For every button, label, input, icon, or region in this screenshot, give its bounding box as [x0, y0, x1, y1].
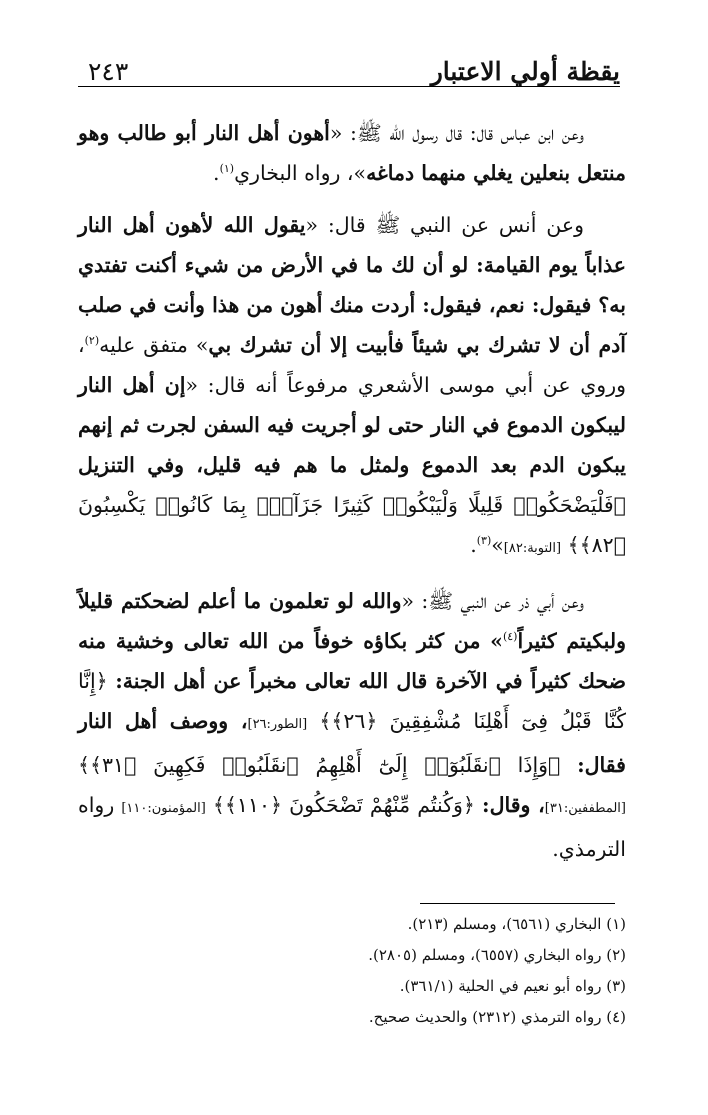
- main-text: [78, 113, 626, 881]
- text: وعن ابن عباس قال: قال رسول الله ﷺ: «: [329, 121, 584, 145]
- footnote-3: (٣) رواه أبو نعيم في الحلية (٣٦١/١).: [399, 977, 626, 995]
- footnote-rule: [420, 903, 615, 904]
- paragraph-1: [78, 113, 626, 193]
- header-rule: [78, 86, 620, 87]
- text: »: [491, 533, 504, 557]
- footnote-1: (١) البخاري (٦٥٦١)، ومسلم (٢١٣).: [407, 915, 626, 933]
- footnote-4: (٤) رواه الترمذي (٢٣١٢) والحديث صحيح.: [368, 1008, 626, 1026]
- footnote-ref-1: (١): [219, 162, 235, 176]
- verse-reference: [الطور:٢٦]: [247, 717, 308, 732]
- quran-verse: ﴿وَإِذَا ٱنقَلَبُوٓا۟ إِلَىٰٓ أَهْلِهِمُ ٱنقَلَبُوا۟ فَكِهِينَ ﴿٣١﴾﴾: [78, 753, 561, 777]
- paragraph-2: [78, 205, 626, 569]
- verse-reference: [المطففين:٣١]: [544, 801, 626, 816]
- quran-verse: ﴿إِنَّا كُنَّا قَبْلُ فِىٓ أَهْلِنَا مُشْفِقِينَ ﴿٢٦﴾﴾: [78, 669, 626, 733]
- text: ، ووصف أهل النار فقال:: [78, 709, 626, 777]
- hadith-text: إن أهل النار ليبكون الدموع في النار حتى لو أجريت فيه السفن لجرت ثم إنهم يبكون الدم بعد الدموع ولمثل ما هم فيه قليل، وفي التنزيل: [78, 373, 626, 477]
- running-title: يقظة أولي الاعتبار: [430, 57, 620, 86]
- text: ، وقال:: [482, 793, 545, 817]
- verse-reference: [التوبة:٨٢]: [503, 541, 562, 556]
- text: ، وروي عن أبي موسى الأشعري مرفوعاً أنه قال: «: [78, 333, 626, 397]
- paragraph-3: [78, 581, 626, 869]
- quran-verse: ﴿فَلْيَضْحَكُوا۟ قَلِيلًا وَلْيَبْكُوا۟ كَثِيرًا جَزَآءًۢ بِمَا كَانُوا۟ يَكْسِبُونَ ﴿٨٢﴾﴾: [78, 493, 626, 557]
- page-number: ٢٤٣: [88, 57, 129, 86]
- footnote-ref-2: (٢): [84, 334, 100, 348]
- text: وعن أبي ذر عن النبي ﷺ: «: [401, 589, 584, 613]
- quran-verse: ﴿وَكُنتُم مِّنْهُمْ تَضْحَكُونَ ﴿١١٠﴾﴾: [212, 793, 475, 817]
- footnote-2: (٢) رواه البخاري (٦٥٥٧)، ومسلم (٢٨٠٥).: [368, 946, 626, 964]
- text: » متفق عليه: [99, 333, 209, 357]
- hadith-text: يقول الله لأهون أهل النار عذاباً يوم القيامة: لو أن لك ما في الأرض من شيء أكنت تفتدي به؟ فيقول: نعم، فيقول: أردت منك أهون من هذا وأنت في صلب آدم أن لا تشرك بي شيئاً فأبيت إلا أن تشرك بي: [78, 213, 626, 357]
- footnotes: [78, 909, 626, 1033]
- footnote-ref-3: (٣): [476, 534, 492, 548]
- text: وعن أنس عن النبي ﷺ قال: «: [305, 213, 585, 237]
- text: » من كثر بكاؤه خوفاً من الله تعالى وخشية منه ضحك كثيراً في الآخرة قال الله تعالى مخبراً عن أهل الجنة:: [78, 629, 626, 693]
- verse-reference: [المؤمنون:١١٠]: [121, 801, 206, 816]
- text: .: [470, 533, 477, 557]
- text: »، رواه البخاري: [234, 161, 367, 185]
- hadith-text: والله لو تعلمون ما أعلم لضحكتم قليلاً ولبكيتم كثيراً: [78, 589, 626, 653]
- page-header: [78, 48, 620, 88]
- footnote-ref-4: (٤): [502, 630, 518, 644]
- text: رواه الترمذي.: [78, 793, 626, 861]
- text: .: [213, 161, 220, 185]
- hadith-text: أهون أهل النار أبو طالب وهو منتعل بنعلين يغلي منهما دماغه: [78, 121, 626, 185]
